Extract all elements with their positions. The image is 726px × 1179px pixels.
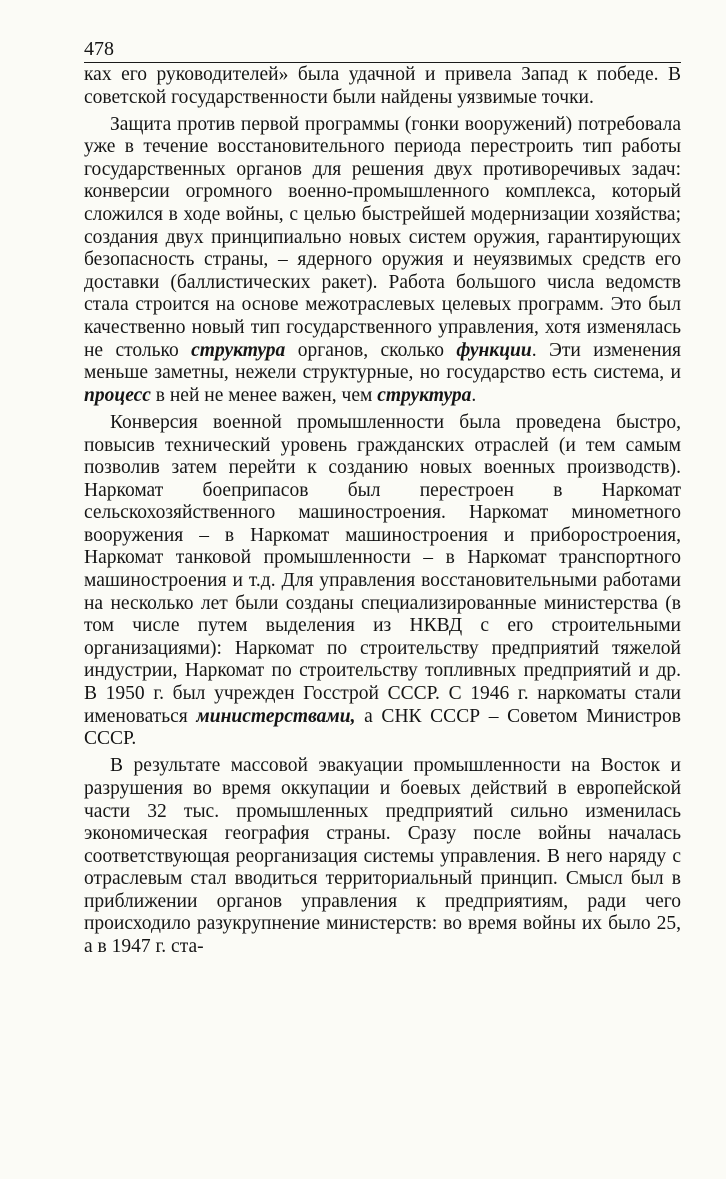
text-run: . <box>471 384 477 406</box>
paragraph-arms-race-defense <box>84 114 681 408</box>
paragraph-evacuation-geography <box>84 755 681 958</box>
text-run: В результате массовой эвакуации промышленности на Восток и разрушения во время оккупации и боевых действий в европейской части 32 тыс. промышленных предприятий сильно изменилась экономическая география страны. Сразу после войны началась соответствующая реорганизация системы управления. В него наряду с отраслевым стал вводиться территориальный принцип. Смысл был в приближении органов управления к предприятиям, ради чего происходило разукрупнение министерств: во время войны их было 25, а в 1947 г. ста- <box>84 755 681 958</box>
text-run: ках его руководителей» была удачной и привела Запад к победе. В советской государственности были найдены уязвимые точки. <box>84 64 681 108</box>
text-run: . Эти изменения меньше заметны, нежели структурные, но государство есть система, и <box>84 339 681 384</box>
emphasized-term: функции <box>456 339 532 361</box>
text-run: а СНК СССР – Советом Министров СССР. <box>84 705 681 750</box>
paragraph-continued <box>84 64 681 109</box>
emphasized-term: процесс <box>84 384 151 406</box>
emphasized-term: структура <box>377 384 472 406</box>
header-rule <box>84 62 681 63</box>
text-run: органов, сколько <box>285 339 457 361</box>
emphasized-term: структура <box>191 339 286 361</box>
text-run: Защита против первой программы (гонки вооружений) потребовала уже в течение восстановительного периода перестроить тип работы государственных органов для решения двух противоречивых задач: конверсии огромного военно-промышленного комплекса, который сложился в ходе войны, с целью быстрейшей модернизации хозяйства; создания двух принципиально новых систем оружия, гарантирующих безопасность страны, – ядерного оружия и неуязвимых средств его доставки (баллистических ракет). Работа большого числа ведомств стала строится на основе межотраслевых целевых программ. Это был качественно новый тип государственного управления, хотя изменялась не столько <box>84 113 681 361</box>
paragraph-industry-conversion <box>84 412 681 751</box>
body-text <box>84 64 681 959</box>
emphasized-term: министерствами, <box>196 705 356 727</box>
text-run: Конверсия военной промышленности была проведена быстро, повысив технический уровень гражданских отраслей (и тем самым позволив затем перейти к созданию новых военных производств). Наркомат боеприпасов был перестроен в Наркомат сельскохозяйственного машиностроения. Наркомат минометного вооружения – в Наркомат машиностроения и приборостроения, Наркомат танковой промышленности – в Наркомат транспортного машиностроения и т.д. Для управления восстановительными работами на несколько лет были созданы специализированные министерства (в том числе путем выделения из НКВД с его строительными организациями): Наркомат по строительству предприятий тяжелой индустрии, Наркомат по строительству топливных предприятий и др. В 1950 г. был учрежден Госстрой СССР. С 1946 г. наркоматы стали именоваться <box>84 411 681 727</box>
page-number: 478 <box>84 38 114 60</box>
text-run: в ней не менее важен, чем <box>150 384 378 406</box>
